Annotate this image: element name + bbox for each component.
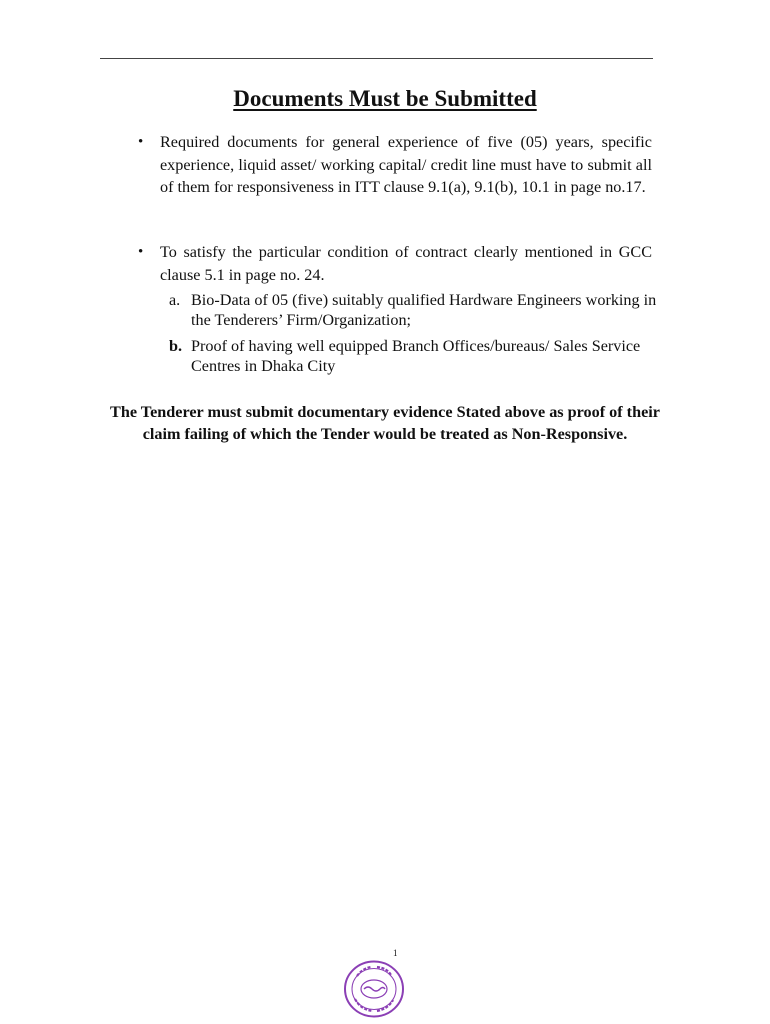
bullet-item-documents: • Required documents for general experience of five (05) years, specific experience, liquid asset/ working capital/ credit line must have to submit all of them for responsiveness in ITT clause 9.1(a), 9.1(b), 10.1 in page no.17. (160, 131, 652, 199)
sub-item-bio-data (169, 290, 661, 330)
responsiveness-note: The Tenderer must submit documentary evidence Stated above as proof of their claim failing of which the Tender would be treated as Non-Responsive. (110, 403, 660, 443)
official-seal-stamp (343, 959, 405, 1019)
page-number: 1 (393, 948, 398, 958)
sub-item-marker: b. (169, 337, 183, 355)
sub-item-marker: a. (169, 291, 181, 309)
header-rule (100, 58, 653, 59)
page-title: Documents Must be Submitted (233, 86, 537, 111)
bullet-item-gcc-condition: • To satisfy the particular condition of contract clearly mentioned in GCC clause 5.1 in page no. 24. (160, 241, 652, 286)
sub-item-text: Proof of having well equipped Branch Offices/bureaus/ Sales Service Centres in Dhaka City (191, 337, 641, 375)
sub-item-text: Bio-Data of 05 (five) suitably qualified Hardware Engineers working in the Tenderers’ Firm/Organization; (191, 291, 657, 329)
sub-item-branch-offices (169, 336, 661, 376)
